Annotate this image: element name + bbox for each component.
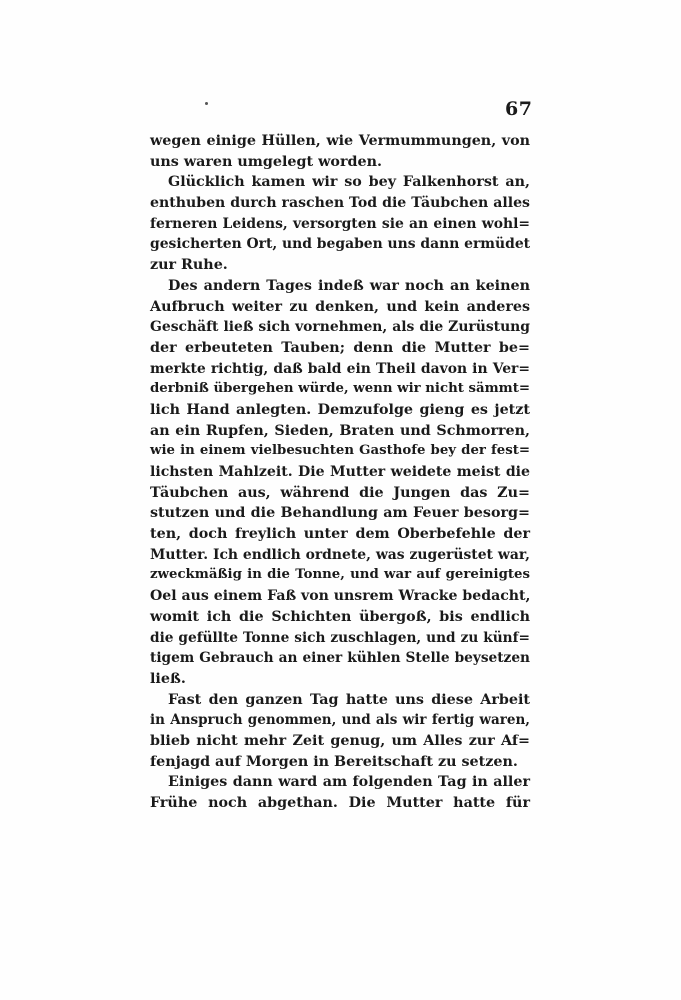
- text-line: ließ.: [150, 670, 186, 687]
- text-line: tigem Gebrauch an einer kühlen Stelle beysetzen: [150, 650, 530, 667]
- text-line: Oel aus einem Faß von unsrem Wracke bedacht,: [150, 588, 531, 605]
- text-line: Des andern Tages indeß war noch an keinen: [168, 277, 530, 294]
- text-line: Frühe noch abgethan. Die Mutter hatte für: [150, 795, 530, 811]
- text-line: die gefüllte Tonne sich zuschlagen, und zu künf=: [150, 629, 530, 646]
- text-line: womit ich die Schichten übergoß, bis endlich: [150, 608, 530, 625]
- text-line: Täubchen aus, während die Jungen das Zu=: [150, 484, 530, 501]
- text-line: blieb nicht mehr Zeit genug, um Alles zur Af=: [150, 732, 530, 749]
- text-line: gesicherten Ort, und begaben uns dann ermüdet: [150, 236, 531, 253]
- text-line: ferneren Leidens, versorgten sie an einen wohl=: [150, 215, 530, 232]
- text-line: ten, doch freylich unter dem Oberbefehle der: [150, 526, 530, 543]
- ink-speck: [205, 102, 208, 105]
- text-line: zweckmäßig in die Tonne, und war auf gereinigtes: [150, 567, 530, 583]
- body-text: [150, 131, 530, 814]
- text-line: uns waren umgelegt worden.: [150, 153, 382, 170]
- text-line: lich Hand anlegten. Demzufolge gieng es jetzt: [150, 401, 530, 418]
- text-line: der erbeuteten Tauben; denn die Mutter be=: [150, 339, 530, 356]
- text-line: in Anspruch genommen, und als wir fertig waren,: [150, 712, 530, 729]
- text-line: wegen einige Hüllen, wie Vermummungen, von: [150, 133, 530, 149]
- page-number: 67: [505, 98, 533, 120]
- text-line: wie in einem vielbesuchten Gasthofe bey der fest=: [150, 443, 530, 459]
- text-line: fenjagd auf Morgen in Bereitschaft zu setzen.: [150, 753, 518, 770]
- text-line: Mutter. Ich endlich ordnete, was zugerüstet war,: [150, 546, 530, 563]
- text-line: Glücklich kamen wir so bey Falkenhorst an,: [168, 174, 530, 191]
- text-line: an ein Rupfen, Sieden, Braten und Schmorren,: [150, 422, 530, 439]
- text-line: Einiges dann ward am folgenden Tag in aller: [168, 774, 530, 791]
- text-line: merkte richtig, daß bald ein Theil davon in Ver=: [150, 360, 530, 377]
- text-line: Aufbruch weiter zu denken, und kein anderes: [150, 298, 530, 315]
- text-line: stutzen und die Behandlung am Feuer besorg=: [150, 505, 530, 522]
- text-line: Geschäft ließ sich vornehmen, als die Zurüstung: [150, 319, 530, 336]
- text-line: Fast den ganzen Tag hatte uns diese Arbeit: [168, 691, 530, 708]
- text-line: zur Ruhe.: [150, 257, 228, 274]
- text-line: derbniß übergehen würde, wenn wir nicht sämmt=: [150, 381, 531, 397]
- text-line: lichsten Mahlzeit. Die Mutter weidete meist die: [150, 464, 530, 480]
- text-line: enthuben durch raschen Tod die Täubchen alles: [150, 195, 530, 212]
